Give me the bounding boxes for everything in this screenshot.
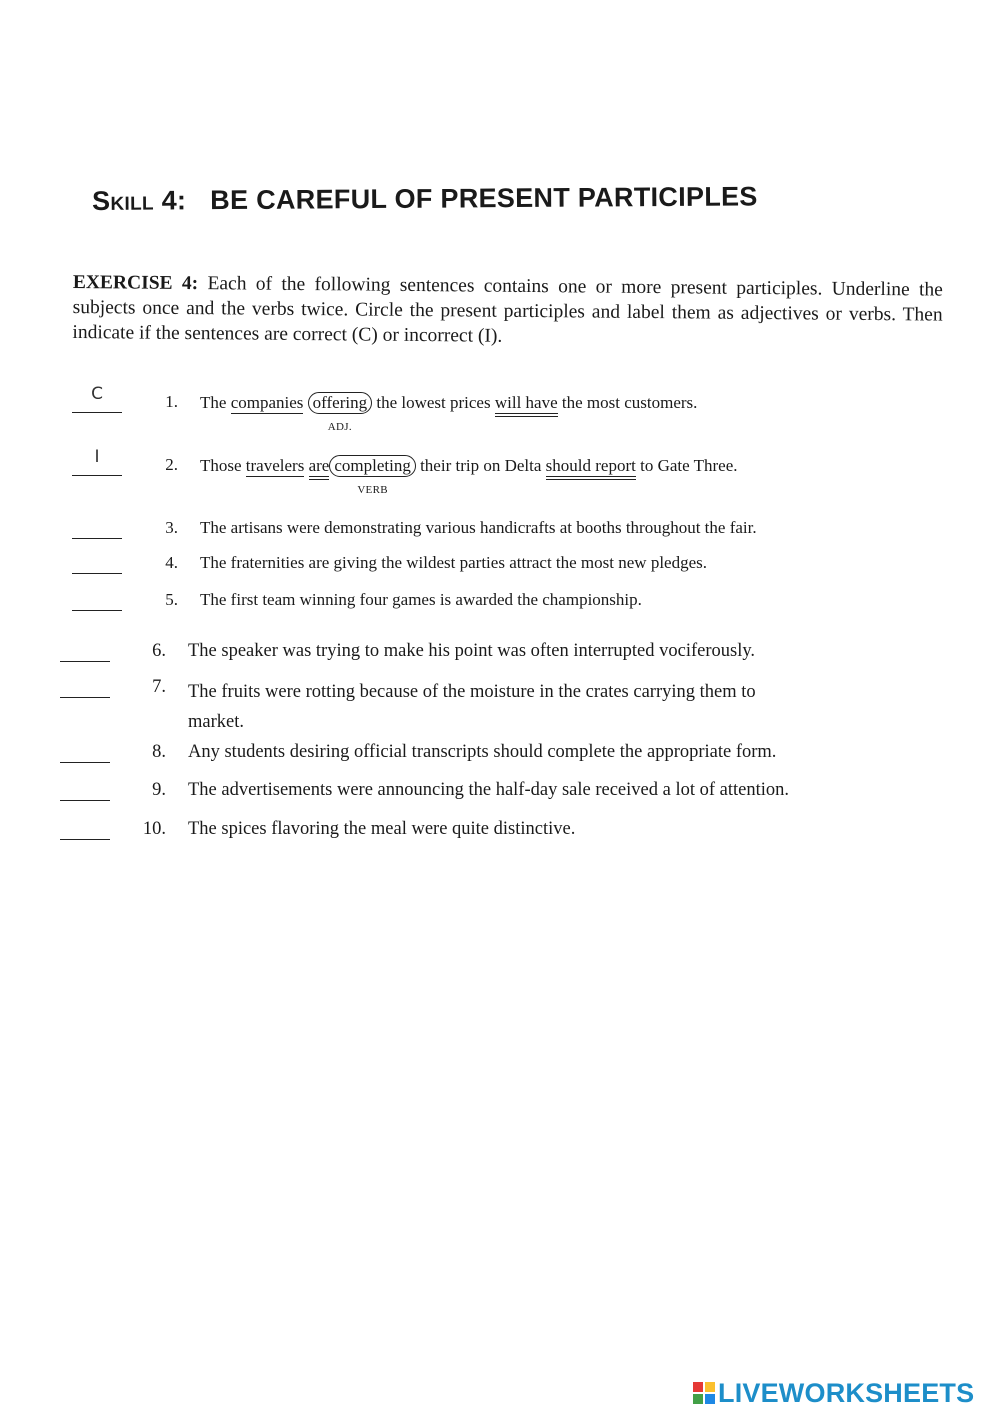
brand-name: LIVEWORKSHEETS — [718, 1377, 975, 1408]
exercise-item-5 — [72, 590, 642, 620]
participle-circle: offering ADJ. — [308, 392, 372, 414]
item-number: 1. — [165, 392, 178, 411]
instructions-text: Each of the following sentences contains one or more present participles. Underline the subjects once and the verbs twice. Circle the present participles and label them as adjectives or verbs. Then indicate if the sentences are correct (C) or incorrect (I). — [72, 273, 943, 347]
exercise-item-10 — [60, 819, 575, 849]
sentence-2: Those travelers are completing VERB their trip on Delta should report to Gate Three. — [200, 455, 738, 477]
answer-blank-8[interactable] — [60, 742, 110, 763]
exercise-instructions — [72, 270, 943, 353]
item-number: 9. — [152, 780, 166, 800]
page-title — [92, 180, 892, 217]
answer-blank-1[interactable]: C — [72, 392, 122, 413]
exercise-item-2 — [72, 447, 738, 496]
verb-double-underline: should report — [546, 456, 636, 480]
sentence-7: The fruits were rotting because of the moisture in the crates carrying them to market. — [188, 682, 756, 732]
verb-double-underline: are — [309, 456, 330, 480]
participle-circle: completing VERB — [329, 455, 415, 477]
item-number: 10. — [142, 819, 166, 839]
answer-blank-7[interactable] — [60, 677, 110, 698]
answer-blank-5[interactable] — [72, 590, 122, 611]
logo-icon — [693, 1382, 715, 1404]
subject-underline: companies — [230, 393, 304, 412]
sentence-8: Any students desiring official transcripts should complete the appropriate form. — [188, 742, 777, 762]
sentence-6: The speaker was trying to make his point was often interrupted vociferously. — [188, 641, 756, 661]
logo-block — [693, 1394, 703, 1404]
item-number: 5. — [165, 590, 178, 609]
sentence-10: The spices flavoring the meal were quite distinctive. — [188, 819, 576, 839]
exercise-item-7 — [60, 677, 756, 733]
answer-blank-2[interactable]: I — [72, 455, 122, 476]
participle-label: ADJ. — [327, 421, 352, 433]
liveworksheets-logo — [693, 1378, 974, 1408]
answer-blank-10[interactable] — [60, 819, 110, 840]
exercise-label: EXERCISE 4: — [72, 271, 199, 295]
title-text: BE CAREFUL OF PRESENT PARTICIPLES — [210, 181, 758, 216]
skill-label: Skill 4: — [92, 185, 187, 216]
answer-blank-4[interactable] — [72, 553, 122, 574]
exercise-item-1 — [72, 384, 698, 433]
exercise-item-8 — [60, 742, 776, 772]
participle-label: VERB — [357, 484, 388, 496]
exercise-item-6 — [60, 641, 755, 671]
verb-double-underline: will have — [495, 393, 558, 417]
sentence-3: The artisans were demonstrating various handicrafts at booths throughout the fair. — [200, 518, 757, 537]
item-number: 2. — [165, 455, 178, 474]
answer-blank-3[interactable] — [72, 518, 122, 539]
subject-underline: travelers — [245, 456, 305, 475]
sentence-4: The fraternities are giving the wildest parties attract the most new pledges. — [200, 553, 707, 572]
sentence-9: The advertisements were announcing the half-day sale received a lot of attention. — [188, 780, 790, 800]
answer-blank-6[interactable] — [60, 641, 110, 662]
item-number: 6. — [152, 641, 166, 661]
exercise-item-9 — [60, 780, 789, 810]
logo-block — [693, 1382, 703, 1392]
sentence-5: The first team winning four games is awarded the championship. — [200, 590, 642, 609]
answer-blank-9[interactable] — [60, 780, 110, 801]
exercise-item-4 — [72, 553, 707, 583]
sentence-1: The companies offering ADJ. the lowest prices will have the most customers. — [200, 392, 697, 414]
item-number: 8. — [152, 742, 166, 762]
item-number: 4. — [165, 553, 178, 572]
logo-block — [705, 1394, 715, 1404]
logo-block — [705, 1382, 715, 1392]
exercise-item-3 — [72, 518, 757, 548]
item-number: 7. — [152, 677, 166, 697]
item-number: 3. — [165, 518, 178, 537]
